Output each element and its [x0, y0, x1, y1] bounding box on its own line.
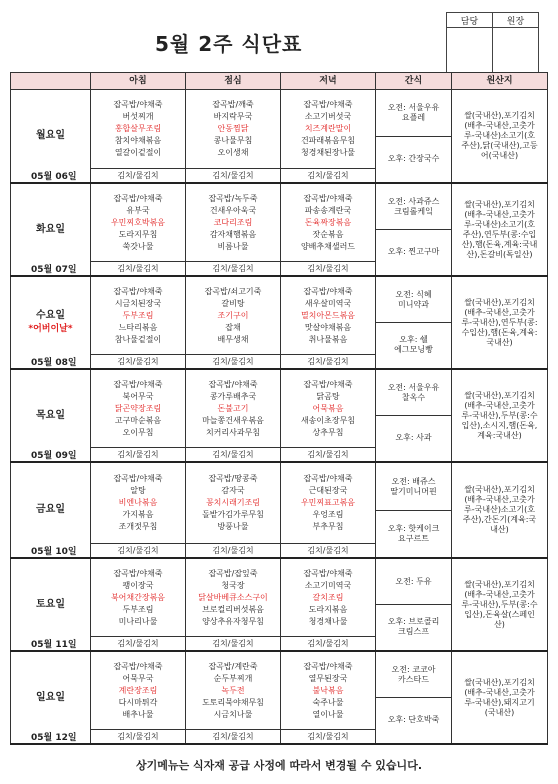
approval-label-manager: 담당: [447, 13, 493, 28]
table-row: [11, 462, 548, 544]
day-name: 목요일: [36, 409, 65, 421]
snack-cell: [376, 90, 452, 184]
day-date: 05월 10일: [31, 547, 77, 557]
menu-item: 청경채나물: [308, 616, 348, 626]
origin-cell: 쌀(국내산),포기김치 (배추-국내산,고춧가 루-국내산)소고기(호 주산),간돈기(계육:국 내산): [452, 462, 548, 558]
menu-item: 잡곡밥/쇠고기죽: [204, 286, 262, 296]
kimchi-cell: 김치/물김치: [281, 730, 376, 745]
menu-item: 방풍나물: [217, 522, 249, 531]
breakfast-cell: [91, 558, 186, 637]
menu-item: 조기구이: [217, 310, 249, 320]
day-cell: [11, 90, 91, 184]
menu-item: 다시마튀각: [118, 697, 158, 707]
day-name: 일요일: [36, 691, 65, 703]
lunch-cell: [186, 90, 281, 169]
day-name: 금요일: [36, 504, 65, 515]
day-date: 05월 06일: [31, 172, 77, 182]
menu-item: 멸치아몬드볶음: [300, 310, 356, 320]
day-cell: [11, 651, 91, 744]
breakfast-cell: [91, 651, 186, 730]
header-origin: 원산지: [452, 73, 548, 90]
menu-item: 우민찌표고볶음: [300, 498, 356, 507]
header-breakfast: 아침: [91, 73, 186, 90]
menu-item: 양상추유자청무침: [202, 616, 264, 626]
snack-cell: [376, 276, 452, 369]
kimchi-cell: 김치/물김치: [91, 355, 186, 370]
menu-item: 브로컬리버섯볶음: [202, 604, 264, 614]
menu-item: 북어채간장볶음: [110, 592, 166, 602]
menu-item: 맛살야채볶음: [304, 322, 352, 332]
snack-am: 오전: 배쥬스 딸기미니머핀: [376, 464, 451, 511]
origin-cell: 쌀(국내산),포기김치 (배추-국내산,고춧가 루-국내산)소고기(호 주산),닭(국내산),고등 어(국내산): [452, 90, 548, 184]
menu-item: 콩나물무침: [213, 136, 253, 145]
kimchi-cell: 김치/물김치: [281, 355, 376, 370]
menu-item: 도토리묵야채무침: [202, 697, 264, 707]
day-date: 05월 07일: [31, 265, 77, 275]
breakfast-cell: [91, 276, 186, 355]
menu-item: 감자국: [221, 486, 245, 495]
menu-item: 순두부찌개: [213, 673, 253, 683]
snack-pm: 오후: 핫케이크 요구르트: [387, 523, 440, 543]
menu-item: 닭곰탕: [316, 391, 340, 401]
table-row: [11, 276, 548, 355]
origin-cell: 쌀(국내산),포기김치 (배추-국내산,고춧가 루-국내산),돼지고기 (국내산): [452, 651, 548, 744]
day-date: 05월 08일: [31, 358, 77, 368]
snack-am: 오전: 사과쥬스 크림롤케잌: [376, 185, 451, 231]
menu-item: 알탕: [130, 486, 146, 495]
day-cell: [11, 276, 91, 369]
snack-pm: 오후: 쉘 에그모닝빵: [394, 335, 433, 355]
menu-item: 잡곡밥/야채죽: [303, 474, 353, 483]
menu-item: 팽이장국: [122, 580, 154, 590]
table-row: [11, 183, 548, 262]
snack-cell: [376, 183, 452, 276]
dinner-cell: [281, 183, 376, 262]
menu-item: 우엉조림: [312, 510, 344, 519]
menu-item: 돈육짜장볶음: [304, 217, 352, 227]
menu-item: 버섯찌개: [122, 112, 154, 121]
menu-item: 꽁치시래기조림: [205, 498, 261, 507]
menu-item: 어묵볶음: [312, 403, 344, 413]
approval-label-director: 원장: [493, 13, 539, 28]
snack-am: 오전: 코코아 카스타드: [376, 653, 451, 699]
snack-pm: 오후: 사과: [395, 433, 432, 443]
menu-item: 잡곡밥/야채죽: [208, 379, 258, 389]
menu-item: 부추무침: [312, 522, 344, 531]
menu-item: 닭살바베큐소스구이: [198, 592, 268, 602]
snack-cell: [376, 462, 452, 558]
day-date: 05월 11일: [31, 640, 77, 650]
day-name: 수요일: [36, 310, 65, 321]
menu-item: 바지락무국: [213, 112, 253, 121]
approval-sign-manager: [447, 28, 493, 76]
footer-notice: 상기메뉴는 식자재 공급 사정에 따라서 변경될 수 있습니다.: [135, 759, 422, 772]
day-cell: [11, 183, 91, 276]
menu-item: 열갈이겉절이: [114, 148, 162, 157]
kimchi-cell: 김치/물김치: [91, 169, 186, 184]
kimchi-cell: 김치/물김치: [91, 730, 186, 745]
menu-item: 건새우아욱국: [209, 205, 257, 215]
menu-item: 불낙볶음: [312, 685, 344, 695]
menu-item: 쑥갓나물: [122, 241, 154, 251]
kimchi-cell: 김치/물김치: [186, 262, 281, 277]
menu-item: 북어무국: [122, 391, 154, 401]
meal-table: [10, 72, 548, 745]
lunch-cell: [186, 462, 281, 544]
menu-item: 계란장조림: [118, 685, 158, 695]
menu-item: 잡곡밥/야채죽: [113, 193, 163, 203]
menu-item: 새송이초장무침: [300, 415, 356, 425]
header-day: [11, 73, 91, 90]
day-cell: [11, 462, 91, 558]
kimchi-cell: 김치/물김치: [186, 544, 281, 559]
day-date: 05월 09일: [31, 451, 77, 461]
menu-item: 건파래볶음무침: [300, 136, 356, 145]
menu-item: 느타리볶음: [118, 322, 158, 332]
menu-item: 비름나물: [217, 241, 249, 251]
origin-cell: 쌀(국내산),포기김치 (배추-국내산,고춧가 루-국내산),연두부(콩: 수입산),햄(돈육,계육: 국내산): [452, 276, 548, 369]
menu-item: 청국장: [221, 580, 245, 590]
breakfast-cell: [91, 369, 186, 448]
menu-item: 코다리조림: [213, 217, 253, 227]
dinner-cell: [281, 369, 376, 448]
menu-item: 녹두전: [221, 685, 245, 695]
menu-item: 치즈계란말이: [304, 124, 352, 133]
origin-cell: 쌀(국내산),포기김치 (배추-국내산,고춧가 루-국내산),두부(콩:수 입산),소시지,햄(돈육, 계육:국내산): [452, 369, 548, 462]
day-name: 화요일: [36, 223, 65, 235]
dinner-cell: [281, 462, 376, 544]
menu-item: 두부조림: [122, 604, 154, 614]
approval-sign-director: [493, 28, 539, 76]
lunch-cell: [186, 276, 281, 355]
menu-item: 잡곡밥/야채죽: [113, 474, 163, 483]
kimchi-cell: 김치/물김치: [281, 448, 376, 463]
kimchi-cell: 김치/물김치: [91, 448, 186, 463]
header-snack: 간식: [376, 73, 452, 90]
kimchi-cell: 김치/물김치: [281, 637, 376, 652]
menu-item: 잡곡밥/야채죽: [113, 568, 163, 578]
menu-item: 잡곡밥/야채죽: [113, 379, 163, 389]
snack-cell: [376, 651, 452, 744]
menu-item: 잡곡밥/야채죽: [113, 100, 163, 109]
menu-item: 배무생채: [217, 334, 249, 344]
approval-box: [446, 12, 539, 76]
menu-item: 갈비탕: [221, 298, 245, 308]
breakfast-cell: [91, 90, 186, 169]
menu-item: 잡곡밥/야채죽: [303, 568, 353, 578]
menu-item: 잡곡밥/계란죽: [208, 661, 258, 671]
menu-item: 잣순볶음: [312, 229, 344, 239]
snack-cell: [376, 558, 452, 651]
menu-item: 잡곡밥/야채죽: [113, 661, 163, 671]
menu-item: 열무된장국: [308, 673, 348, 683]
menu-item: 오이무침: [122, 427, 154, 437]
table-row: [11, 558, 548, 637]
snack-am: 오전: 서울우유 요플레: [376, 91, 451, 137]
menu-item: 비엔나볶음: [118, 498, 158, 507]
menu-item: 잡곡밥/깨죽: [212, 100, 254, 109]
menu-item: 청경채된장나물: [300, 148, 356, 157]
snack-pm: 오후: 찐고구마: [387, 247, 440, 257]
dinner-cell: [281, 90, 376, 169]
menu-item: 미나리나물: [118, 616, 158, 626]
breakfast-cell: [91, 462, 186, 544]
snack-am: 오전: 두유: [376, 560, 451, 606]
lunch-cell: [186, 558, 281, 637]
day-note: *어버이날*: [28, 324, 73, 334]
menu-item: 참치야채볶음: [114, 136, 162, 145]
menu-item: 잡곡밥/잡잎죽: [208, 568, 258, 578]
menu-item: 도라지무침: [118, 229, 158, 239]
menu-item: 우민찌호박볶음: [110, 217, 166, 227]
table-row: [11, 369, 548, 448]
table-header-row: [11, 73, 548, 90]
breakfast-cell: [91, 183, 186, 262]
menu-item: 시금치나물: [213, 709, 253, 719]
kimchi-cell: 김치/물김치: [186, 355, 281, 370]
menu-item: 돌밭가김가루무침: [202, 510, 264, 519]
table-row: [11, 651, 548, 730]
snack-pm: 오후: 브로콜리 크림스프: [387, 617, 440, 637]
menu-item: 도라지볶음: [308, 604, 348, 614]
menu-item: 유부국: [126, 205, 150, 215]
kimchi-cell: 김치/물김치: [281, 544, 376, 559]
menu-item: 파송송계란국: [304, 205, 352, 215]
menu-item: 갈치조림: [312, 592, 344, 602]
menu-item: 오이생채: [217, 148, 249, 157]
menu-item: 마늘쫑건새우볶음: [202, 415, 264, 425]
day-cell: [11, 369, 91, 462]
lunch-cell: [186, 183, 281, 262]
kimchi-cell: 김치/물김치: [91, 637, 186, 652]
day-cell: [11, 558, 91, 651]
menu-item: 잡곡밥/야채죽: [303, 100, 353, 109]
menu-item: 치커리사과무침: [205, 427, 261, 437]
menu-item: 상추무침: [312, 427, 344, 437]
snack-pm: 오후: 단호박죽: [387, 715, 440, 725]
menu-item: 잡채: [225, 322, 241, 332]
menu-item: 취나물볶음: [308, 334, 348, 344]
dinner-cell: [281, 651, 376, 730]
kimchi-cell: 김치/물김치: [281, 169, 376, 184]
page-title: 5월 2주 식단표: [155, 32, 303, 56]
snack-cell: [376, 369, 452, 462]
menu-item: 양배추채샐러드: [300, 241, 356, 251]
kimchi-cell: 김치/물김치: [281, 262, 376, 277]
table-row: [11, 90, 548, 169]
menu-item: 콩가루배추국: [209, 391, 257, 401]
dinner-cell: [281, 276, 376, 355]
menu-item: 닭곤약장조림: [114, 403, 162, 413]
snack-am: 오전: 서울우유 찰옥수: [376, 371, 451, 417]
menu-item: 잡곡밥/야채죽: [113, 286, 163, 296]
menu-item: 어묵무국: [122, 673, 154, 683]
kimchi-cell: 김치/물김치: [91, 262, 186, 277]
origin-cell: 쌀(국내산),포기김치 (배추-국내산,고춧가 루-국내산),두부(콩:수 입산),돈육살(스페인 산): [452, 558, 548, 651]
header-lunch: 점심: [186, 73, 281, 90]
kimchi-cell: 김치/물김치: [186, 730, 281, 745]
menu-item: 홍합살무조림: [114, 124, 162, 133]
menu-item: 잡곡밥/야채죽: [303, 286, 353, 296]
snack-am: 오전: 식혜 미니약과: [376, 278, 451, 324]
menu-item: 두부조림: [122, 310, 154, 320]
kimchi-cell: 김치/물김치: [186, 448, 281, 463]
lunch-cell: [186, 651, 281, 730]
kimchi-cell: 김치/물김치: [91, 544, 186, 559]
header-dinner: 저녁: [281, 73, 376, 90]
menu-item: 조개젓무침: [118, 522, 158, 531]
menu-item: 참나물겉절이: [114, 334, 162, 344]
menu-item: 잡곡밥/야채죽: [303, 661, 353, 671]
lunch-cell: [186, 369, 281, 448]
day-date: 05월 12일: [31, 733, 77, 743]
menu-item: 숙주나물: [312, 697, 344, 707]
menu-item: 잡곡밥/야채죽: [303, 193, 353, 203]
menu-item: 고구마순볶음: [114, 415, 162, 425]
day-name: 토요일: [36, 598, 65, 610]
snack-pm: 오후: 간장국수: [387, 154, 440, 163]
menu-item: 근대된장국: [308, 486, 348, 495]
menu-item: 새우살미역국: [304, 298, 352, 308]
kimchi-cell: 김치/물김치: [186, 169, 281, 184]
dinner-cell: [281, 558, 376, 637]
menu-item: 가지볶음: [122, 510, 154, 519]
kimchi-cell: 김치/물김치: [186, 637, 281, 652]
menu-item: 시금치된장국: [114, 298, 162, 308]
menu-item: 잡곡밥/야채죽: [303, 379, 353, 389]
menu-item: 열이나물: [312, 709, 344, 719]
menu-item: 소고기버섯국: [304, 112, 352, 121]
menu-item: 소고기미역국: [304, 580, 352, 590]
menu-item: 잡곡밥/녹두죽: [208, 193, 258, 203]
menu-item: 감자채햄볶음: [209, 229, 257, 239]
day-name: 월요일: [36, 130, 65, 141]
menu-item: 안동찜닭: [217, 124, 249, 133]
menu-item: 배추나물: [122, 709, 154, 719]
menu-item: 돈불고기: [217, 403, 249, 413]
origin-cell: 쌀(국내산),포기김치 (배추-국내산,고춧가 루-국내산)소고기(호 주산),연두부(콩:수입 산),햄(돈육,계육:국내 산),돈갈비(독일산): [452, 183, 548, 276]
menu-item: 잡곡밥/땅콩죽: [208, 474, 258, 483]
